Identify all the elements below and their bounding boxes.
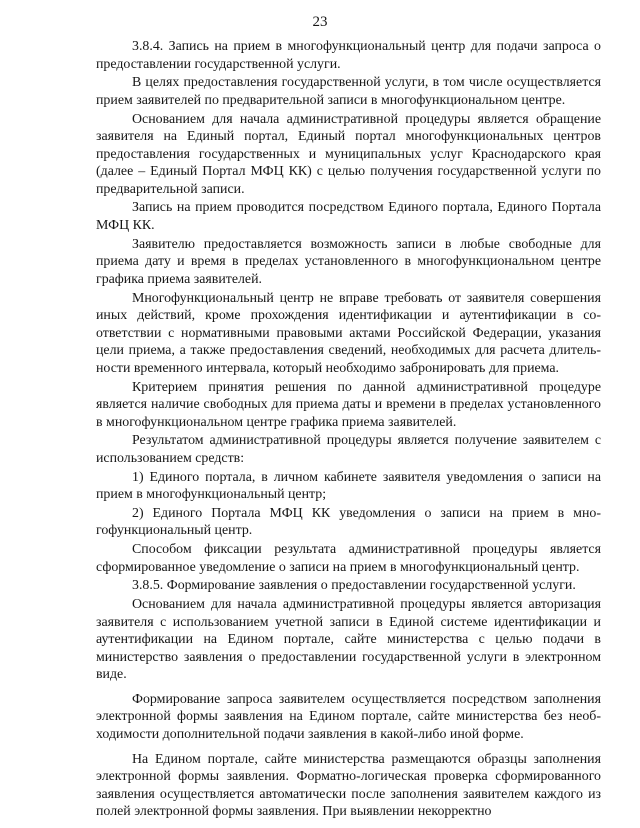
paragraph: Способом фиксации результата административной процедуры является сформированное уведомление о записи на прием в многофункциональный центр.	[96, 542, 601, 575]
paragraph: 1) Единого портала, в личном кабинете заявителя уведомления о записи на прием в многофункциональный центр;	[96, 469, 601, 503]
paragraph: Основанием для начала административной процедуры является обращение заявителя на Единый портал, Единый портал многофункциональных центров предоставления государственных и муниципальных услуг Краснодарского края (далее – Единый Портал МФЦ КК) с целью получения государственной услуги по предварительной записи.	[96, 111, 601, 197]
page-number: 23	[312, 14, 328, 30]
paragraph: На Едином портале, сайте министерства размещаются образцы заполнения электронной формы заявления. Форматно-логическая проверка сформированного заявления осуществляется автоматически после заполнения заявителем каждого из полей электронной формы заявления. При выявлении некорректно	[96, 751, 601, 820]
paragraph: Заявителю предоставляется возможность записи в любые свободные для приема дату и время в пределах установленного в многофункциональном центре графика приема заявителей.	[96, 236, 601, 287]
document-body	[96, 38, 601, 822]
paragraph: 3.8.4. Запись на прием в многофункциональный центр для подачи запроса о предоставлении государственной услуги.	[96, 39, 601, 72]
paragraph: Результатом административной процедуры является получение заявителем с использованием средств:	[96, 433, 601, 466]
paragraph: Формирование запроса заявителем осуществляется посредством заполнения электронной формы заявления на Едином портале, сайте министерства без необходимости дополнительной подачи заявления в какой-либо иной форме.	[96, 691, 601, 743]
paragraph: 3.8.5. Формирование заявления о предоставлении государственной услуги.	[132, 578, 576, 594]
paragraph: Многофункциональный центр не вправе требовать от заявителя совершения иных действий, кроме прохождения идентификации и аутентификации в соответствии с нормативными правовыми актами Российской Федерации, указания цели приема, а также предоставления сведений, необходимых для расчета длительности временного интервала, который необходимо забронировать для приема.	[96, 290, 601, 376]
paragraph: Критерием принятия решения по данной административной процедуре является наличие свободных для приема даты и времени в пределах установленного в многофункциональном центре графика приема заявителей.	[96, 379, 601, 430]
paragraph: Запись на прием проводится посредством Единого портала, Единого Портала МФЦ КК.	[96, 200, 601, 234]
paragraph: 2) Единого Портала МФЦ КК уведомления о записи на прием в многофункциональный центр.	[96, 505, 601, 539]
paragraph: Основанием для начала административной процедуры является авторизация заявителя с использованием учетной записи в Единой системе идентификации и аутентификации на Едином портале, сайте министерства с целью подачи в министерство заявления о предоставлении государственной услуги в электронном виде.	[96, 597, 601, 683]
paragraph: В целях предоставления государственной услуги, в том числе осуществляется прием заявителей по предварительной записи в многофункциональном центре.	[96, 75, 601, 108]
